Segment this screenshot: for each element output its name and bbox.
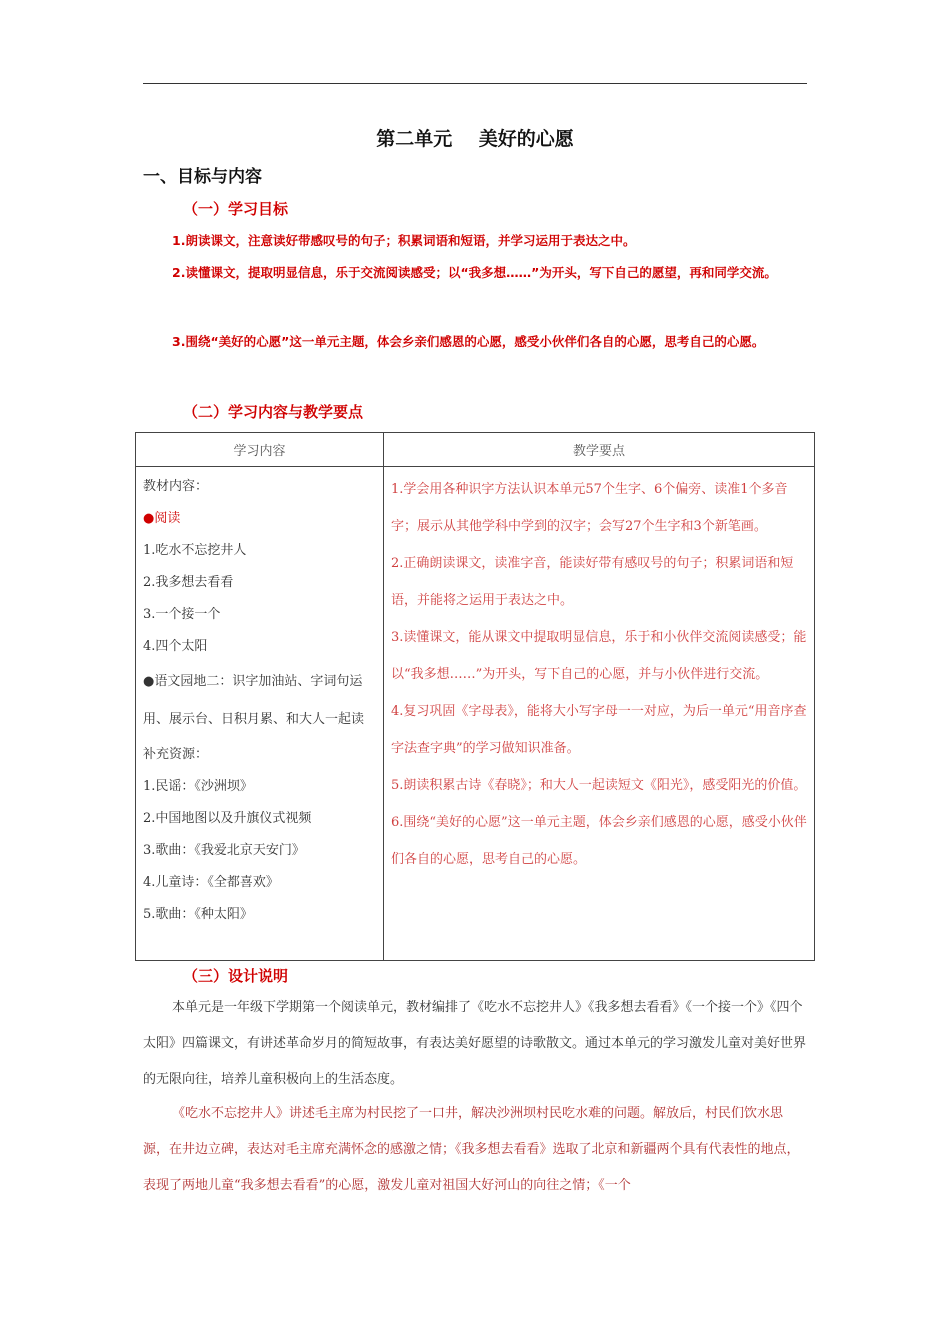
list-item: 2.中国地图以及升旗仪式视频 [143,811,312,826]
list-item: 1.民谣：《沙洲坝》 [143,779,253,794]
list-item: 2.我多想去看看 [143,575,234,590]
list-item: ●阅读 [143,511,181,526]
page-title: 第二单元 美好的心愿 [376,128,574,150]
list-item: 3.一个接一个 [143,607,221,622]
content-table [135,432,815,961]
subheading-content: （二）学习内容与教学要点 [183,403,364,421]
learning-content-cell [136,467,384,961]
table-header-row [136,433,815,467]
design-paragraph-2: 《吃水不忘挖井人》讲述毛主席为村民挖了一口井，解决沙洲坝村民吃水难的问题。解放后，村民们饮水思源，在井边立碑，表达对毛主席充满怀念的感激之情；《我多想去看看》选取了北京和新疆两个具有代表性的地点，表现了两地儿童“我多想去看看”的心愿，激发儿童对祖国大好河山的向往之情；《一个 [143,1106,800,1193]
list-item: 6.围绕“美好的心愿”这一单元主题，体会乡亲们感恩的心愿，感受小伙伴们各自的心愿，思考自己的心愿。 [391,815,807,867]
list-item: 1.吃水不忘挖井人 [143,543,247,558]
subheading-design: （三）设计说明 [183,967,289,985]
subheading-objectives: （一）学习目标 [183,200,289,218]
list-item: 3.读懂课文，能从课文中提取明显信息，乐于和小伙伴交流阅读感受；能以“我多想……”为开头，写下自己的心愿，并与小伙伴进行交流。 [391,630,807,682]
list-item: 4.儿童诗：《全都喜欢》 [143,875,279,890]
list-item: 5.歌曲：《种太阳》 [143,907,253,922]
list-item: 补充资源： [143,747,209,762]
table-row [136,467,815,961]
list-item: 3.歌曲：《我爱北京天安门》 [143,843,305,858]
list-item: 5.朗读积累古诗《春晓》；和大人一起读短文《阳光》，感受阳光的价值。 [391,778,807,793]
list-item: 1.学会用各种识字方法认识本单元57个生字、6个偏旁、读准1个多音字；展示从其他学科中学到的汉字；会写27个生字和3个新笔画。 [391,482,788,534]
list-item: 4.复习巩固《字母表》，能将大小写字母一一对应，为后一单元“用音序查字法查字典”的学习做知识准备。 [391,704,807,756]
objective-2: 2.读懂课文，提取明显信息，乐于交流阅读感受；以“我多想……”为开头，写下自己的愿望，再和同学交流。 [172,265,777,280]
table-header-content: 学习内容 [136,433,384,467]
objective-1: 1.朗读课文，注意读好带感叹号的句子；积累词语和短语，并学习运用于表达之中。 [172,233,636,248]
list-item: 4.四个太阳 [143,639,208,654]
objective-3: 3.围绕“美好的心愿”这一单元主题，体会乡亲们感恩的心愿，感受小伙伴们各自的心愿，思考自己的心愿。 [172,334,765,349]
design-paragraph-1: 本单元是一年级下学期第一个阅读单元，教材编排了《吃水不忘挖井人》《我多想去看看》《一个接一个》《四个太阳》四篇课文，有讲述革命岁月的简短故事，有表达美好愿望的诗歌散文。通过本单元的学习激发儿童对美好世界的无限向往，培养儿童积极向上的生活态度。 [143,1000,807,1087]
section-heading-goals: 一、目标与内容 [143,167,262,187]
list-item: 2.正确朗读课文，读准字音，能读好带有感叹号的句子；积累词语和短语，并能将之运用于表达之中。 [391,556,794,608]
list-item: 教材内容： [143,479,209,494]
header-rule [143,83,807,84]
teaching-points-cell [384,467,815,961]
list-item: ●语文园地二：识字加油站、字词句运用、展示台、日积月累、和大人一起读 [143,674,365,727]
table-header-points: 教学要点 [384,433,815,467]
